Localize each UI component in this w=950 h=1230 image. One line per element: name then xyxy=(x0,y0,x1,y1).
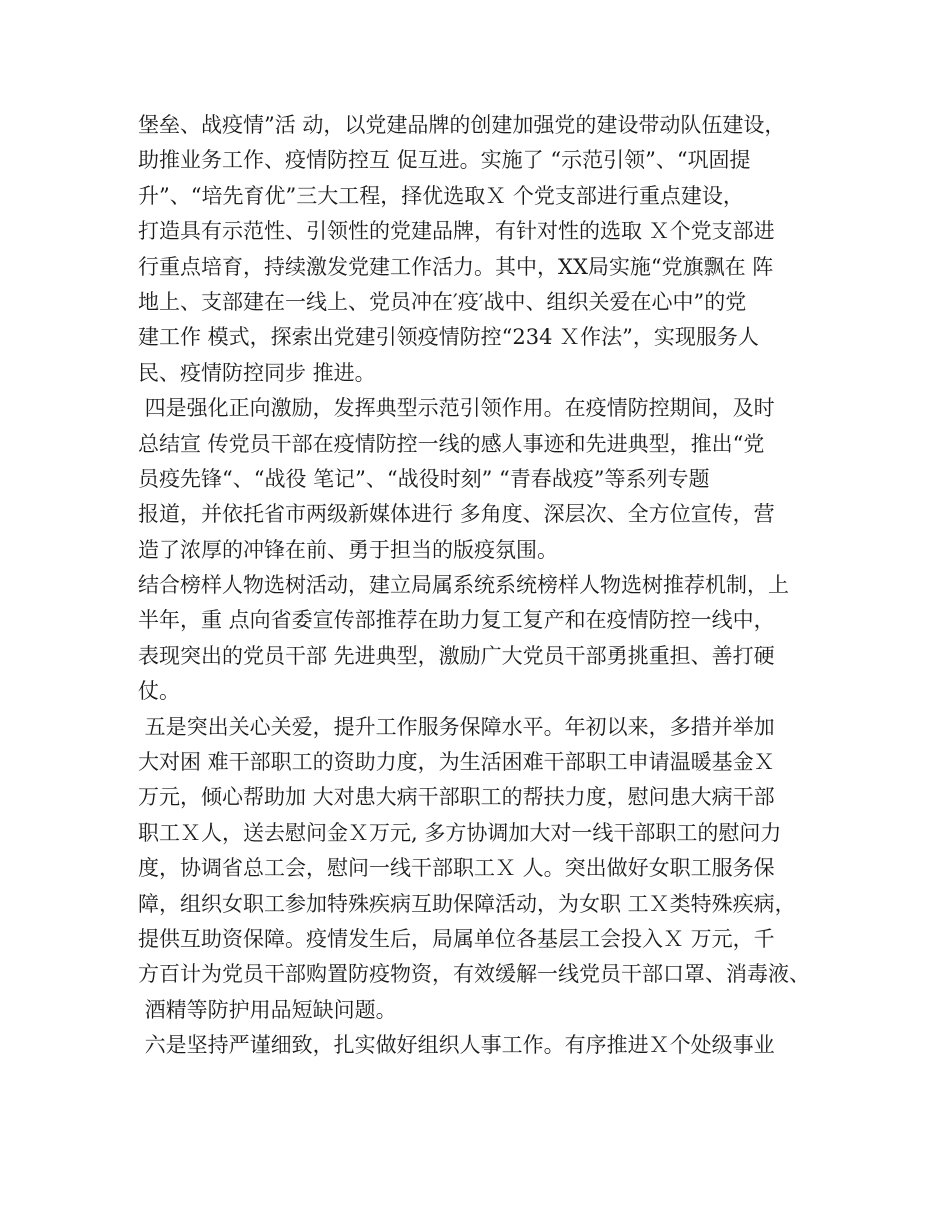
document-body xyxy=(138,108,838,1064)
text-line: 员疫先锋“、“战役 笔记”、“战役时刻” “青春战疫”等系列专题 xyxy=(138,466,710,491)
text-line: 障，组织女职工参加特殊疾病互助保障活动，为女职 工Ｘ类特殊疾病， xyxy=(138,891,796,916)
text-line: 六是坚持严谨细致，扎实做好组织人事工作。有序推进Ｘ个处级事业 xyxy=(138,1033,775,1058)
text-line: 仗。 xyxy=(138,679,180,704)
text-line: 方百计为党员干部购置防疫物资，有效缓解一线党员干部口罩、消毒液、 xyxy=(138,962,810,987)
text-line: 地上、支部建在一线上、党员冲在′疫′战中、组织关爱在心中”的党 xyxy=(138,289,747,314)
text-line: 建工作 模式，探索出党建引领疫情防控“234 Ｘ作法”，实现服务人 xyxy=(138,325,759,350)
text-line: 表现突出的党员干部 先进典型，激励广大党员干部勇挑重担、善打硬 xyxy=(138,643,775,668)
text-line: 总结宣 传党员干部在疫情防控一线的感人事迹和先进典型，推出“党 xyxy=(138,431,765,456)
text-line: 打造具有示范性、引领性的党建品牌，有针对性的选取 Ｘ个党支部进 xyxy=(138,219,775,244)
text-line: 助推业务工作、疫情防控互 促互进。实施了 “示范引领”、“巩固提 xyxy=(138,148,751,173)
text-line: 大对困 难干部职工的资助力度，为生活困难干部职工申请温暖基金Ｘ xyxy=(138,750,775,775)
text-line: 度，协调省总工会，慰问一线干部职工Ｘ 人。突出做好女职工服务保 xyxy=(138,856,775,881)
text-line: 提供互助资保障。疫情发生后，局属单位各基层工会投入Ｘ 万元，千 xyxy=(138,926,775,951)
text-line: 造了浓厚的冲锋在前、勇于担当的版疫氛围。 xyxy=(138,537,558,562)
text-line: 堡垒、战疫情”活 动，以党建品牌的创建加强党的建设带动队伍建设， xyxy=(138,113,786,137)
text-line: 升”、“培先育优”三大工程，择优选取Ｘ 个党支部进行重点建设， xyxy=(138,183,744,208)
text-line: 半年，重 点向省委宣传部推荐在助力复工复产和在疫情防控一线中， xyxy=(138,608,775,633)
text-line: 行重点培育，持续激发党建工作活力。其中，XX局实施“党旗飘在 阵 xyxy=(138,254,774,279)
text-line: 职工Ｘ人，送去慰问金Ｘ万元, 多方协调加大对一线干部职工的慰问力 xyxy=(138,820,782,845)
text-line: 民、疫情防控同步 推进。 xyxy=(138,360,376,385)
text-line: 报道，并依托省市两级新媒体进行 多角度、深层次、全方位宣传，营 xyxy=(138,502,775,527)
text-line: 四是强化正向激励，发挥典型示范引领作用。在疫情防控期间，及时 xyxy=(138,396,775,421)
text-line: 酒精等防护用品短缺问题。 xyxy=(138,997,397,1022)
text-line: 万元，倾心帮助加 大对患大病干部职工的帮扶力度，慰问患大病干部 xyxy=(138,785,775,810)
text-line: 结合榜样人物选树活动，建立局属系统系统榜样人物选树推荐机制，上 xyxy=(138,573,789,598)
text-line: 五是突出关心关爱，提升工作服务保障水平。年初以来，多措并举加 xyxy=(138,714,775,739)
